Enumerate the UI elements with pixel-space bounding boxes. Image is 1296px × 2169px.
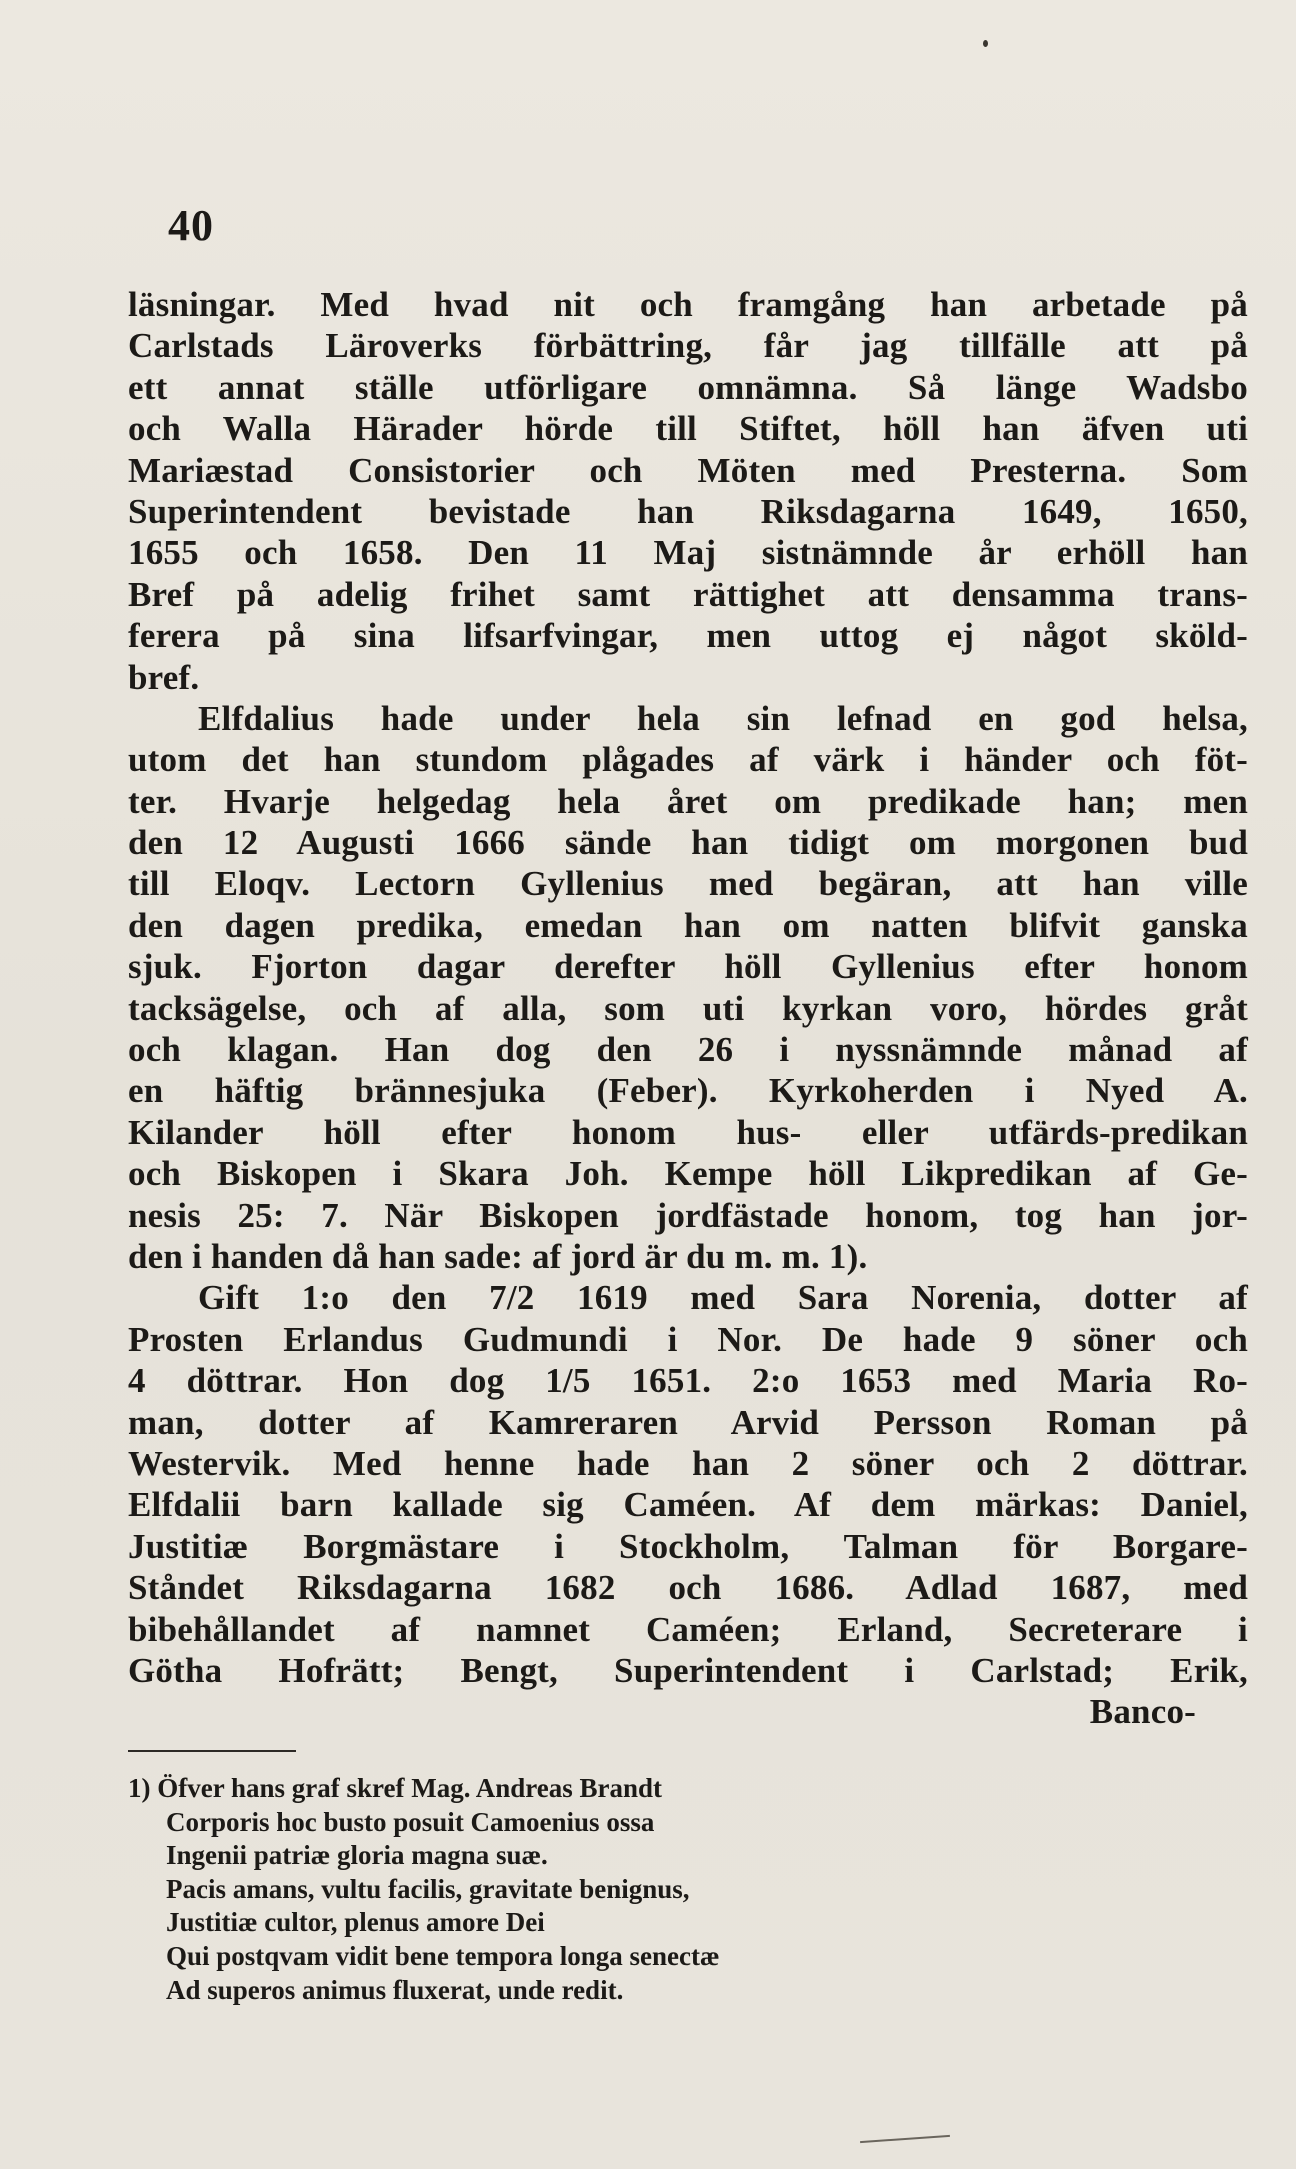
body-line: Prosten Erlandus Gudmundi i Nor. De hade 9 söner och [128,1319,1248,1359]
body-line: och Walla Härader hörde till Stiftet, höll han äfven uti [128,409,1248,449]
body-line: man, dotter af Kamreraren Arvid Persson Roman på [128,1402,1248,1442]
body-line: sjuk. Fjorton dagar derefter höll Gyllenius efter honom [128,947,1248,987]
catchword: Banco- [1089,1692,1196,1732]
body-line: och klagan. Han dog den 26 i nyssnämnde månad af [128,1030,1248,1070]
footnote-divider [128,1750,296,1752]
body-line: läsningar. Med hvad nit och framgång han arbetade på [128,285,1248,324]
body-line: ter. Hvarje helgedag hela året om predikade han; men [128,781,1248,821]
footnote-verse-line: Ingenii patriæ gloria magna suæ. [166,1840,548,1871]
body-line: bibehållandet af namnet Caméen; Erland, Secreterare i [128,1609,1248,1649]
body-line: Kilander höll efter honom hus- eller utfärds-predikan [128,1112,1248,1152]
body-line: Mariæstad Consistorier och Möten med Presterna. Som [128,450,1248,490]
body-line: den 12 Augusti 1666 sände han tidigt om morgonen bud [128,823,1248,863]
footnote-line: 1) Öfver hans graf skref Mag. Andreas Brandt [128,1773,663,1803]
body-line: den i handen då han sade: af jord är du m. m. 1). [128,1236,868,1276]
body-line: Carlstads Läroverks förbättring, får jag tillfälle att på [128,326,1248,366]
body-line: den dagen predika, emedan han om natten blifvit ganska [128,905,1248,945]
body-line: till Eloqv. Lectorn Gyllenius med begäran, att han ville [128,864,1248,904]
body-line: bref. [128,657,200,697]
body-line: Justitiæ Borgmästare i Stockholm, Talman för Borgare- [128,1526,1248,1566]
footnote-verse-line: Qui postqvam vidit bene tempora longa senectæ [166,1940,720,1971]
ink-speck [983,40,988,47]
body-line: 1655 och 1658. Den 11 Maj sistnämnde år erhöll han [128,533,1248,573]
body-line: ferera på sina lifsarfvingar, men uttog ej något sköld- [128,616,1248,656]
paragraph-start-line: Elfdalius hade under hela sin lefnad en god helsa, [198,698,1248,738]
body-line: Elfdalii barn kallade sig Caméen. Af dem märkas: Daniel, [128,1485,1248,1525]
body-line: ett annat ställe utförligare omnämna. Så länge Wadsbo [128,367,1248,407]
pencil-mark [860,2135,950,2143]
body-text [128,284,1248,1733]
body-line: nesis 25: 7. När Biskopen jordfästade honom, tog han jor- [128,1195,1248,1235]
footnote [128,1772,888,2007]
page-number: 40 [168,201,214,250]
footnote-verse-line: Pacis amans, vultu facilis, gravitate benignus, [166,1873,690,1904]
body-line: tacksägelse, och af alla, som uti kyrkan voro, hördes gråt [128,988,1248,1028]
body-line: Westervik. Med henne hade han 2 söner och 2 döttrar. [128,1443,1248,1483]
footnote-verse-line: Justitiæ cultor, plenus amore Dei [166,1907,545,1938]
body-line: Götha Hofrätt; Bengt, Superintendent i Carlstad; Erik, [128,1650,1248,1690]
body-line: Bref på adelig frihet samt rättighet att densamma trans- [128,574,1248,614]
body-line: 4 döttrar. Hon dog 1/5 1651. 2:o 1653 med Maria Ro- [128,1361,1248,1401]
paragraph-start-line: Gift 1:o den 7/2 1619 med Sara Norenia, dotter af [198,1278,1248,1318]
footnote-verse-line: Ad superos animus fluxerat, unde redit. [166,1974,624,2005]
body-line: Superintendent bevistade han Riksdagarna 1649, 1650, [128,491,1248,531]
body-line: en häftig brännesjuka (Feber). Kyrkoherden i Nyed A. [128,1071,1248,1111]
footnote-verse-line: Corporis hoc busto posuit Camoenius ossa [166,1806,655,1837]
body-line: utom det han stundom plågades af värk i händer och föt- [128,740,1248,780]
body-line: Ståndet Riksdagarna 1682 och 1686. Adlad 1687, med [128,1568,1248,1608]
body-line: och Biskopen i Skara Joh. Kempe höll Likpredikan af Ge- [128,1154,1248,1194]
